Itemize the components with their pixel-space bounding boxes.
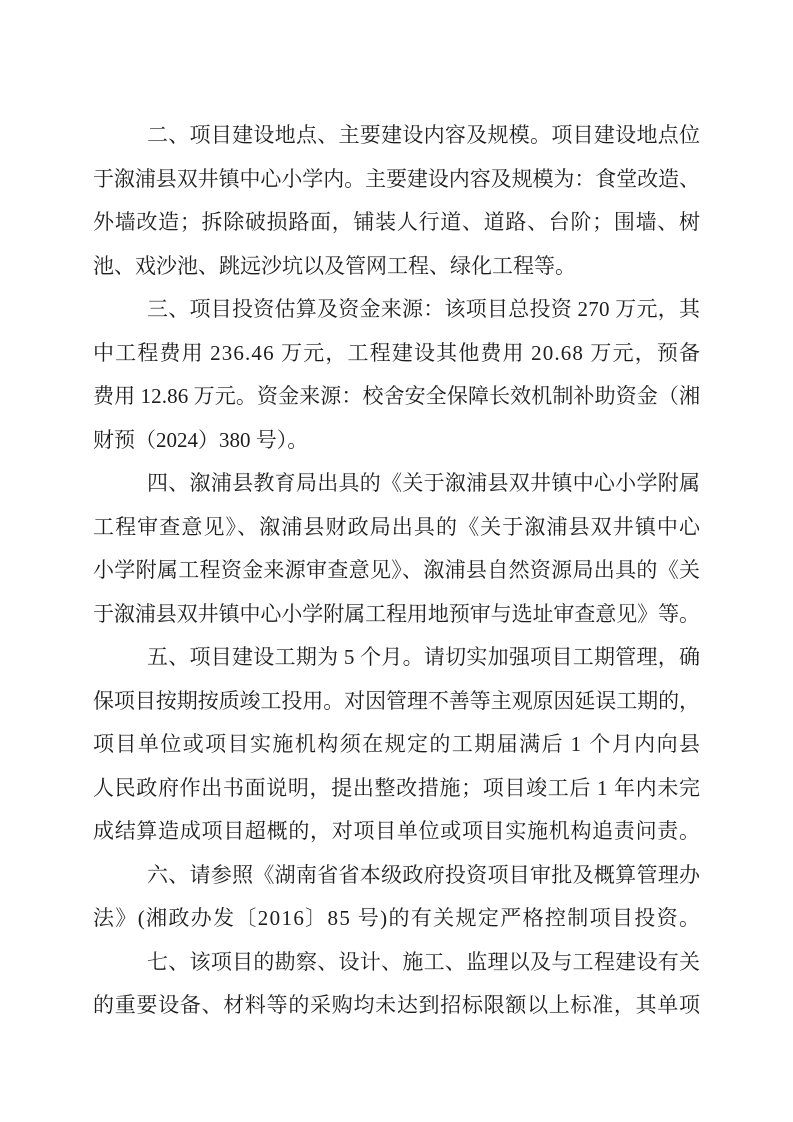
text-line xyxy=(93,201,700,245)
text-line xyxy=(93,332,700,376)
text-run: 财预（2024）380 号）。 xyxy=(93,427,309,452)
text-run: 项目单位或项目实施机构须在规定的工期届满后 1 个月内向县 xyxy=(93,732,702,756)
text-run: 工程审查意见》、溆浦县财政局出具的《关于溆浦县双井镇中心 xyxy=(93,514,702,539)
paragraph xyxy=(93,636,700,854)
text-run: 成结算造成项目超概的，对项目单位或项目实施机构追责问责。 xyxy=(93,819,701,843)
text-line xyxy=(93,941,700,985)
text-line xyxy=(93,767,700,811)
text-run: 二、项目建设地点、主要建设内容及规模。项目建设地点位 xyxy=(147,123,701,147)
text-run: 七、该项目的勘察、设计、施工、监理以及与工程建设有关 xyxy=(147,949,701,974)
text-run: 保项目按期按质竣工投用。对因管理不善等主观原因延误工期的， xyxy=(93,688,700,713)
text-run: 中工程费用 236.46 万元，工程建设其他费用 20.68 万元，预备 xyxy=(93,340,702,365)
text-run: 于溆浦县双井镇中心小学内。主要建设内容及规模为：食堂改造、 xyxy=(93,166,700,191)
text-line xyxy=(93,158,700,202)
text-run: 池、戏沙池、跳远沙坑以及管网工程、绿化工程等。 xyxy=(93,253,576,278)
text-line xyxy=(93,245,700,289)
paragraph xyxy=(93,941,700,1028)
text-line xyxy=(93,810,700,854)
text-run: 三、项目投资估算及资金来源：该项目总投资 270 万元，其 xyxy=(147,297,701,321)
text-line xyxy=(93,897,700,941)
text-line xyxy=(93,419,700,463)
text-line xyxy=(93,506,700,550)
text-run: 四、溆浦县教育局出具的《关于溆浦县双井镇中心小学附属 xyxy=(147,471,701,495)
text-line xyxy=(93,114,700,158)
paragraph xyxy=(93,288,700,462)
text-run: 的重要设备、材料等的采购均未达到招标限额以上标准，其单项 xyxy=(93,993,701,1017)
document-body xyxy=(93,114,700,1028)
text-line xyxy=(93,723,700,767)
text-line xyxy=(93,375,700,419)
text-line xyxy=(93,288,700,332)
text-line xyxy=(93,636,700,680)
text-line xyxy=(93,462,700,506)
text-run: 五、项目建设工期为 5 个月。请切实加强项目工期管理，确 xyxy=(147,645,701,669)
text-line xyxy=(93,549,700,593)
paragraph xyxy=(93,854,700,941)
paragraph xyxy=(93,462,700,636)
text-run: 人民政府作出书面说明，提出整改措施；项目竣工后 1 年内未完 xyxy=(93,775,701,800)
text-run: 法》(湘政办发〔2016〕85 号)的有关规定严格控制项目投资。 xyxy=(93,906,702,930)
text-run: 于溆浦县双井镇中心小学附属工程用地预审与选址审查意见》等。 xyxy=(93,601,700,626)
text-run: 费用 12.86 万元。资金来源：校舍安全保障长效机制补助资金（湘 xyxy=(93,384,701,408)
text-line xyxy=(93,984,700,1028)
text-run: 六、请参照《湖南省省本级政府投资项目审批及概算管理办 xyxy=(147,862,701,887)
text-line xyxy=(93,593,700,637)
text-run: 小学附属工程资金来源审查意见》、溆浦县自然资源局出具的《关 xyxy=(93,558,701,582)
text-run: 外墙改造；拆除破损路面，铺装人行道、道路、台阶；围墙、树 xyxy=(93,210,701,234)
text-line xyxy=(93,680,700,724)
paragraph xyxy=(93,114,700,288)
text-line xyxy=(93,854,700,898)
